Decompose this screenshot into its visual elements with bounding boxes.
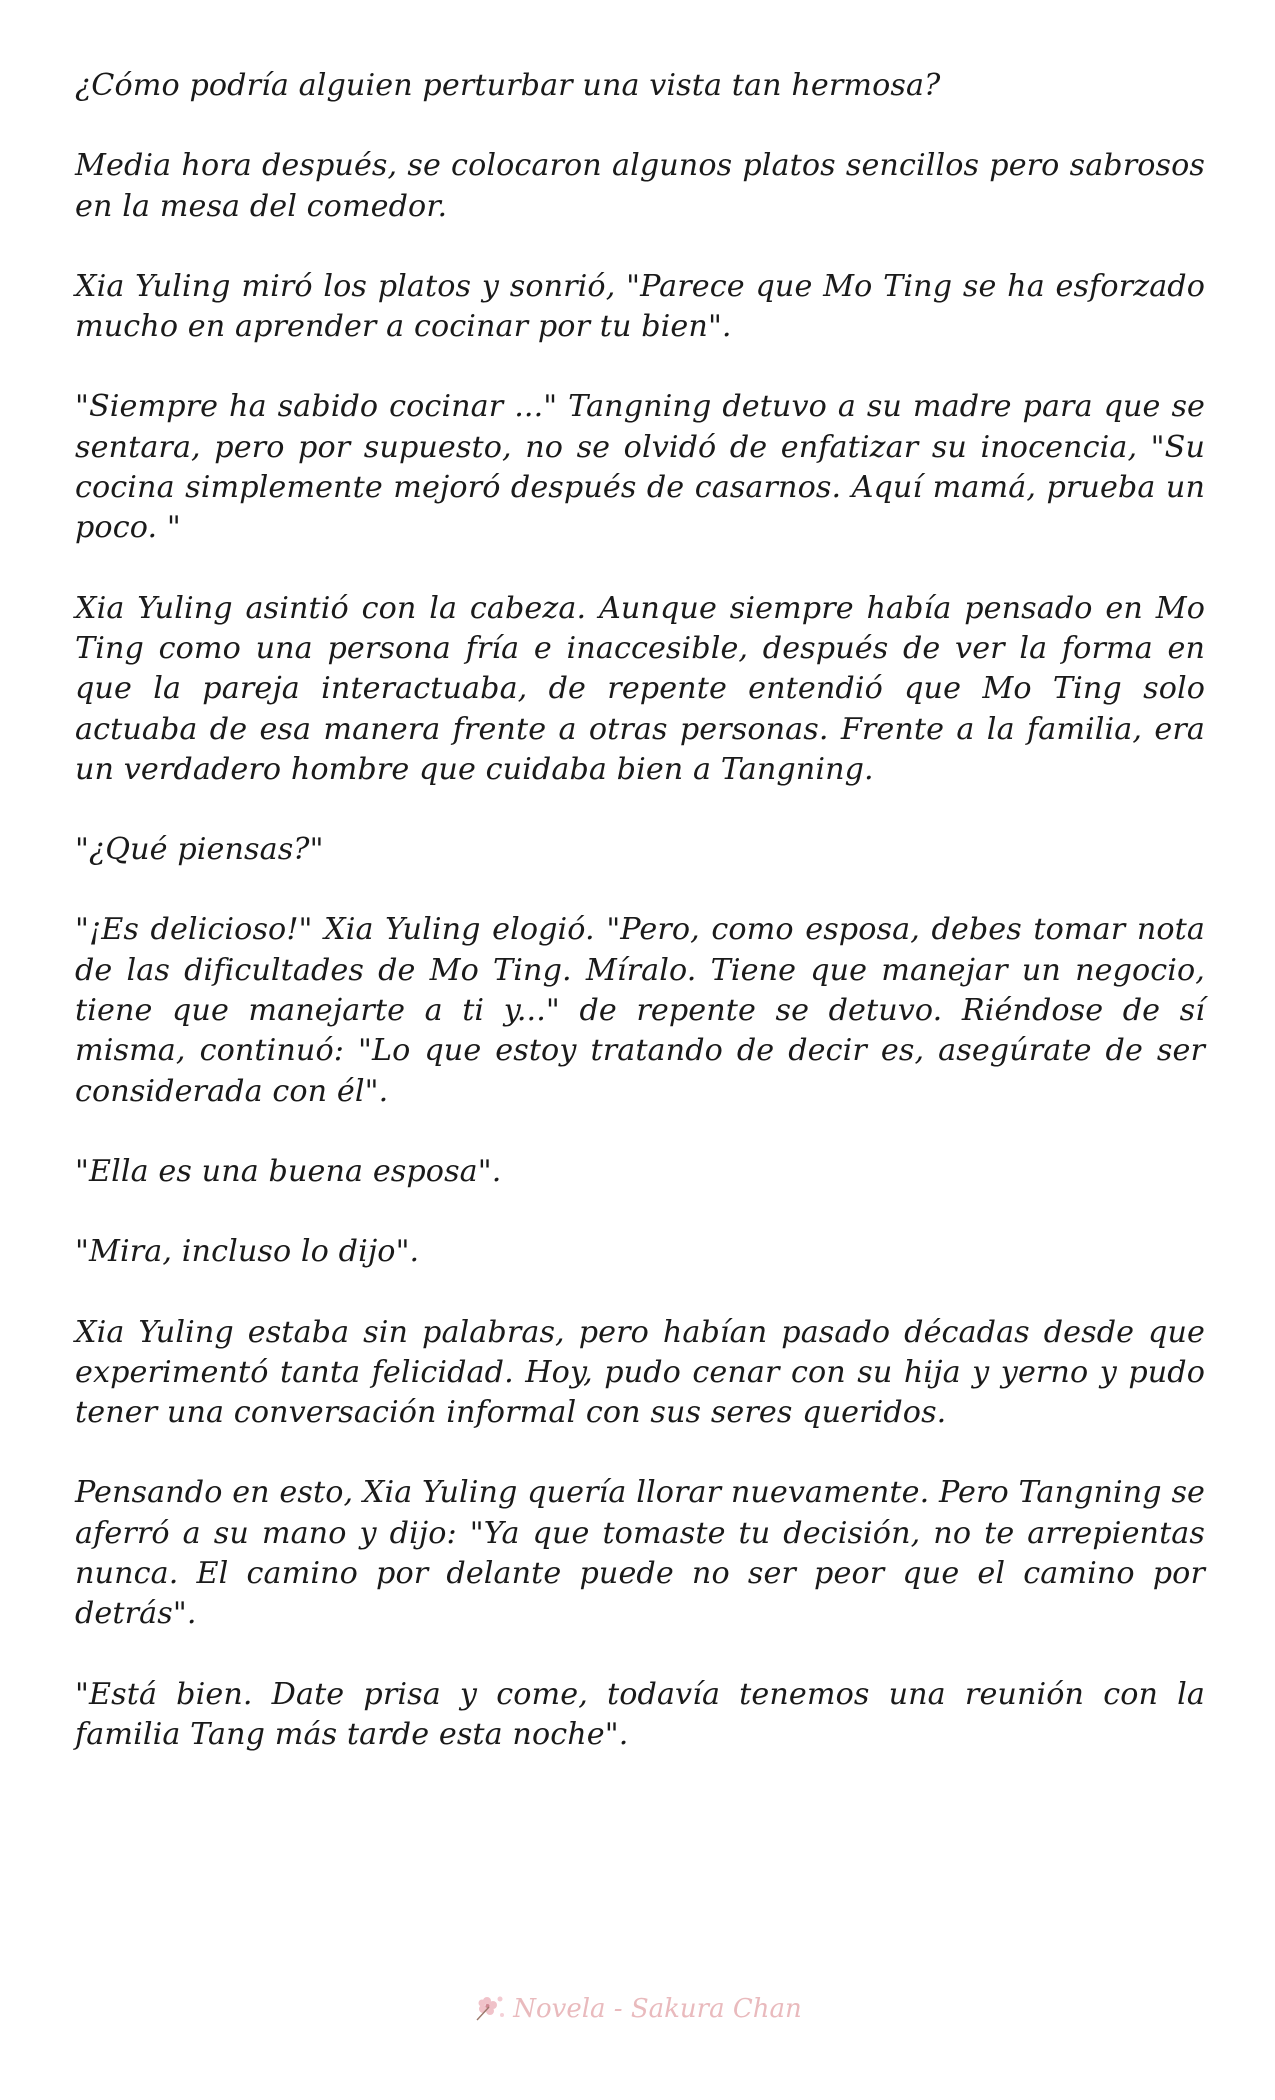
paragraph: "Siempre ha sabido cocinar ..." Tangning detuvo a su madre para que se sentara, pero por supuesto, no se olvidó de enfatizar su inocencia, "Su cocina simplemente mejoró después de casarnos. Aquí mamá, prueba un poco. "	[75, 389, 1205, 546]
paragraph: Xia Yuling estaba sin palabras, pero habían pasado décadas desde que experimentó tanta felicidad. Hoy, pudo cenar con su hija y yerno y pudo tener una conversación informal con sus seres queridos.	[75, 1314, 1205, 1431]
paragraph: "Mira, incluso lo dijo".	[75, 1234, 420, 1270]
paragraph: "Está bien. Date prisa y come, todavía tenemos una reunión con la familia Tang más tarde esta noche".	[75, 1676, 1205, 1752]
paragraph: Xia Yuling asintió con la cabeza. Aunque siempre había pensado en Mo Ting como una persona fría e inaccesible, después de ver la forma en que la pareja interactuaba, de repente entendió que Mo Ting solo actuaba de esa manera frente a otras personas. Frente a la familia, era un verdadero hombre que cuidaba bien a Tangning.	[75, 590, 1205, 787]
watermark-text: Novela - Sakura Chan	[513, 1994, 802, 2024]
paragraph: Xia Yuling miró los platos y sonrió, "Parece que Mo Ting se ha esforzado mucho en aprender a cocinar por tu bien".	[75, 268, 1205, 345]
sakura-flower-icon	[473, 1993, 507, 2023]
paragraph: "Ella es una buena esposa".	[75, 1153, 502, 1189]
paragraph: "¡Es delicioso!" Xia Yuling elogió. "Pero, como esposa, debes tomar nota de las dificultades de Mo Ting. Míralo. Tiene que manejar un negocio, tiene que manejarte a ti y..." de repente se detuvo. Riéndose de sí misma, continuó: "Lo que estoy tratando de decir es, asegúrate de ser considerada con él".	[75, 912, 1205, 1109]
paragraph: Pensando en esto, Xia Yuling quería llorar nuevamente. Pero Tangning se aferró a su mano y dijo: "Ya que tomaste tu decisión, no te arrepientas nunca. El camino por delante puede no ser peor que el camino por detrás".	[75, 1475, 1205, 1632]
document-body	[75, 66, 1205, 1795]
paragraph: ¿Cómo podría alguien perturbar una vista tan hermosa?	[75, 68, 941, 103]
paragraph: Media hora después, se colocaron algunos platos sencillos pero sabrosos en la mesa del comedor.	[75, 148, 1205, 224]
watermark	[0, 1993, 1275, 2024]
paragraph: "¿Qué piensas?"	[75, 832, 324, 868]
